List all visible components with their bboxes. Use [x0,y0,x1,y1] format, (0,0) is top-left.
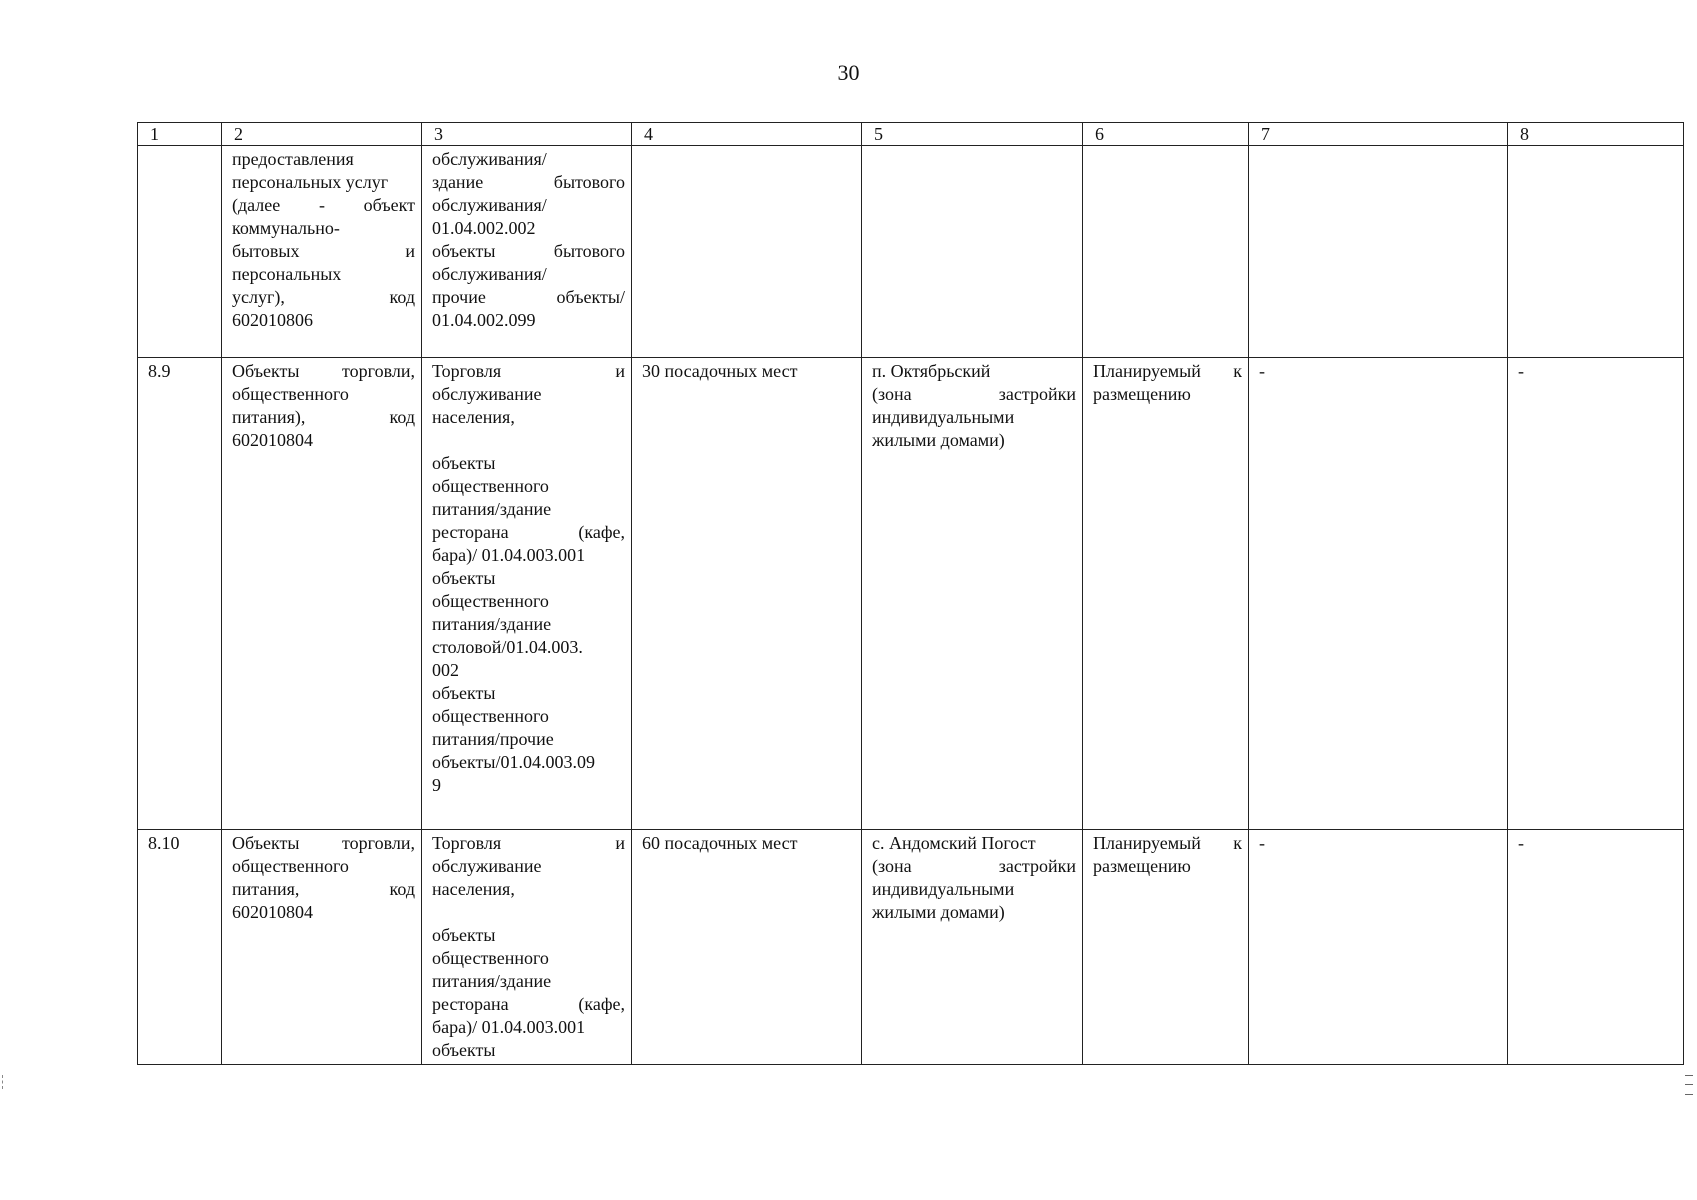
text-line: объекты/01.04.003.09 [432,752,595,772]
text-line: Торговля и [432,361,625,381]
table-row [138,358,1684,830]
cell-capacity [632,146,862,358]
cell-purpose [422,830,632,1065]
header-cell: 6 [1083,123,1249,146]
cell-status [1083,358,1249,830]
table-row [138,146,1684,358]
text-line: населения, [432,407,515,427]
text-line: (зона застройки [872,856,1076,876]
cell-object-name [222,358,422,830]
text-line: ресторана (кафе, [432,994,625,1014]
text-line: питания/здание [432,614,552,634]
text-line: Планируемый к [1093,833,1242,853]
text-line: бара)/ 01.04.003.001 [432,1017,586,1037]
text-line: 01.04.002.099 [432,310,536,330]
header-cell: 7 [1249,123,1508,146]
text-line: питания/прочие [432,729,554,749]
text-line: населения, [432,879,515,899]
cell-col7: - [1249,358,1508,830]
table-row [138,830,1684,1065]
text-line: объекты [432,1040,496,1060]
text-line: общественного [432,591,549,611]
header-cell: 5 [862,123,1083,146]
text-line: жилыми домами) [872,902,1005,922]
text-line: 602010806 [232,310,313,330]
text-line: 01.04.002.002 [432,218,536,238]
text-line: (зона застройки [872,384,1076,404]
text-line: бара)/ 01.04.003.001 [432,545,586,565]
cell-object-name [222,830,422,1065]
text-line: (далее - объект [232,195,415,215]
text-line: Торговля и [432,833,625,853]
page-number: 30 [837,60,860,85]
text-line: обслуживание [432,384,542,404]
text-line: общественного [432,948,549,968]
cell-purpose [422,358,632,830]
text-line: персональных [232,264,342,284]
text-line: 602010804 [232,430,313,450]
objects-table [137,122,1684,1065]
text-line: ресторана (кафе, [432,522,625,542]
text-line: общественного [432,476,549,496]
cell-col7: - [1249,830,1508,1065]
header-cell: 8 [1508,123,1684,146]
cell-number: 8.9 [138,358,222,830]
header-cell: 3 [422,123,632,146]
text-line: объекты [432,453,496,473]
text-line: услуг), код [232,287,415,307]
header-cell: 2 [222,123,422,146]
text-line: коммунально- [232,218,340,238]
text-line: питания/здание [432,971,552,991]
text-line: обслуживания/ [432,195,547,215]
header-cell: 1 [138,123,222,146]
text-line: столовой/01.04.003. [432,637,583,657]
text-line: 602010804 [232,902,313,922]
cell-col8: - [1508,358,1684,830]
cell-status [1083,830,1249,1065]
text-line: общественного [232,384,349,404]
cell-capacity: 60 посадочных мест [632,830,862,1065]
text-line: индивидуальными [872,879,1015,899]
cell-location [862,358,1083,830]
cell-number: 8.10 [138,830,222,1065]
text-line: бытовых и [232,241,415,261]
text-line: предоставления [232,149,354,169]
header-cell: 4 [632,123,862,146]
cell-location [862,830,1083,1065]
text-line: общественного [232,856,349,876]
text-line: размещению [1093,384,1191,404]
text-line: размещению [1093,856,1191,876]
text-line: Объекты торговли, [232,833,415,853]
text-line: питания), код [232,407,415,427]
text-line: жилыми домами) [872,430,1005,450]
cell-status [1083,146,1249,358]
text-line: объекты [432,683,496,703]
text-line: индивидуальными [872,407,1015,427]
text-line: объекты [432,568,496,588]
text-line: п. Октябрьский [872,361,991,381]
text-line: 002 [432,660,459,680]
cell-number [138,146,222,358]
table-header-row [138,123,1684,146]
text-line: с. Андомский Погост [872,833,1036,853]
text-line: обслуживания/ [432,149,547,169]
cell-location [862,146,1083,358]
text-line: 9 [432,775,441,795]
text-line: питания, код [232,879,415,899]
cell-col7 [1249,146,1508,358]
scan-edge-mark [2,1075,5,1089]
cell-purpose [422,146,632,358]
text-line: здание бытового [432,172,625,192]
text-line: общественного [432,706,549,726]
text-line: Планируемый к [1093,361,1242,381]
text-line: питания/здание [432,499,552,519]
text-line: персональных услуг [232,172,389,192]
cell-col8: - [1508,830,1684,1065]
cell-object-name [222,146,422,358]
scan-edge-mark [1685,1075,1693,1095]
text-line: прочие объекты/ [432,287,625,307]
text-line: обслуживание [432,856,542,876]
text-line: обслуживания/ [432,264,547,284]
text-line: объекты [432,925,496,945]
text-line: объекты бытового [432,241,625,261]
cell-capacity: 30 посадочных мест [632,358,862,830]
cell-col8 [1508,146,1684,358]
text-line: Объекты торговли, [232,361,415,381]
